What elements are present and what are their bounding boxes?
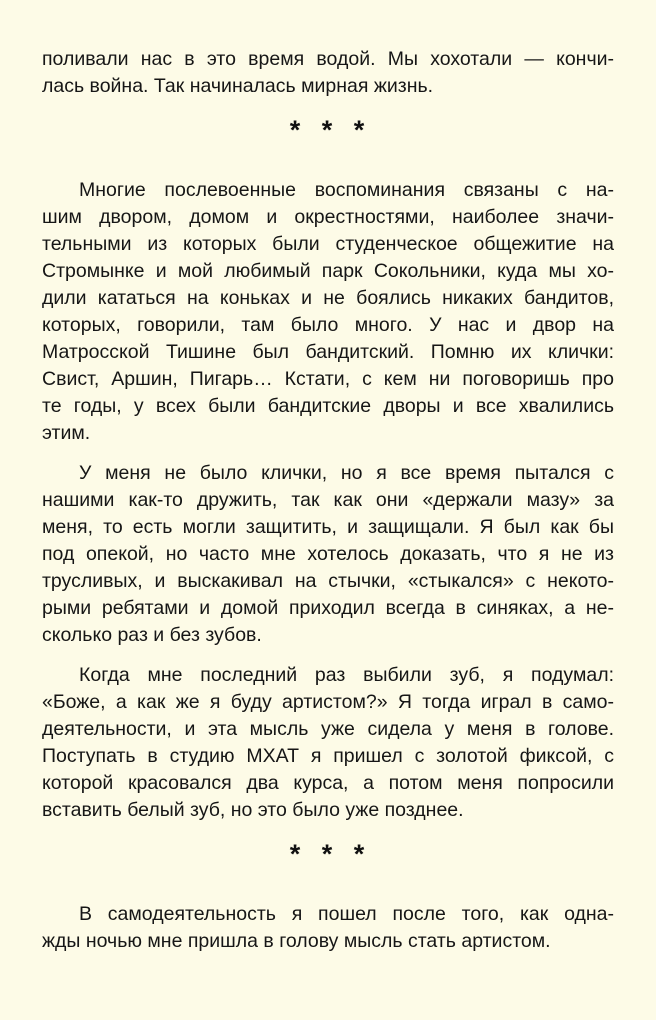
paragraph [42, 177, 614, 447]
text-line: Стромынке и мой любимый парк Сокольники, куда мы хо- [42, 260, 614, 282]
text-line: под опекой, но часто мне хотелось доказать, что я не из [42, 543, 614, 565]
paragraph [42, 460, 614, 649]
page-content [42, 46, 614, 955]
text-line: Многие послевоенные воспоминания связаны с на- [79, 179, 614, 201]
text-line: этим. [42, 422, 91, 444]
text-line: дили кататься на коньках и не боялись никаких бандитов, [42, 287, 614, 309]
text-line: тельными из которых были студенческое общежитие на [42, 233, 614, 255]
section-separator: * * * [289, 839, 367, 869]
text-line: «Боже, а как же я буду артистом?» Я тогда играл в само- [42, 691, 614, 713]
text-line: В самодеятельность я пошел после того, как одна- [79, 903, 614, 925]
text-line: шим двором, домом и окрестностями, наиболее значи- [42, 206, 614, 228]
text-line: меня, то есть могли защитить, и защищали. Я был как бы [42, 516, 614, 538]
text-line: жды ночью мне пришла в голову мысль стать артистом. [42, 930, 551, 952]
text-line: Свист, Аршин, Пигарь… Кстати, с кем ни поговоришь про [42, 368, 614, 390]
paragraph [42, 901, 614, 955]
text-line: деятельности, и эта мысль уже сидела у меня в голове. [42, 718, 614, 740]
text-line: лась война. Так начиналась мирная жизнь. [42, 75, 434, 97]
text-line: которых, говорили, там было много. У нас и двор на [42, 314, 614, 336]
text-line: нашими как-то дружить, так как они «держали мазу» за [42, 489, 614, 511]
text-line: вставить белый зуб, но это было уже позднее. [42, 799, 464, 821]
paragraph [42, 46, 614, 100]
text-line: рыми ребятами и домой приходил всегда в синяках, а не- [42, 597, 614, 619]
text-line: Когда мне последний раз выбили зуб, я подумал: [79, 664, 614, 686]
text-line: Матросской Тишине был бандитский. Помню их клички: [42, 341, 614, 363]
text-line: которой красовался два курса, а потом меня попросили [42, 772, 614, 794]
text-line: сколько раз и без зубов. [42, 624, 262, 646]
text-line: те годы, у всех были бандитские дворы и все хвалились [42, 395, 614, 417]
text-line: поливали нас в это время водой. Мы хохотали — кончи- [42, 48, 614, 70]
text-line: У меня не было клички, но я все время пытался с [79, 462, 614, 484]
section-separator: * * * [289, 115, 367, 145]
text-line: трусливых, и выскакивал на стычки, «стыкался» с некото- [42, 570, 614, 592]
paragraph [42, 662, 614, 824]
text-line: Поступать в студию МХАТ я пришел с золотой фиксой, с [42, 745, 614, 767]
